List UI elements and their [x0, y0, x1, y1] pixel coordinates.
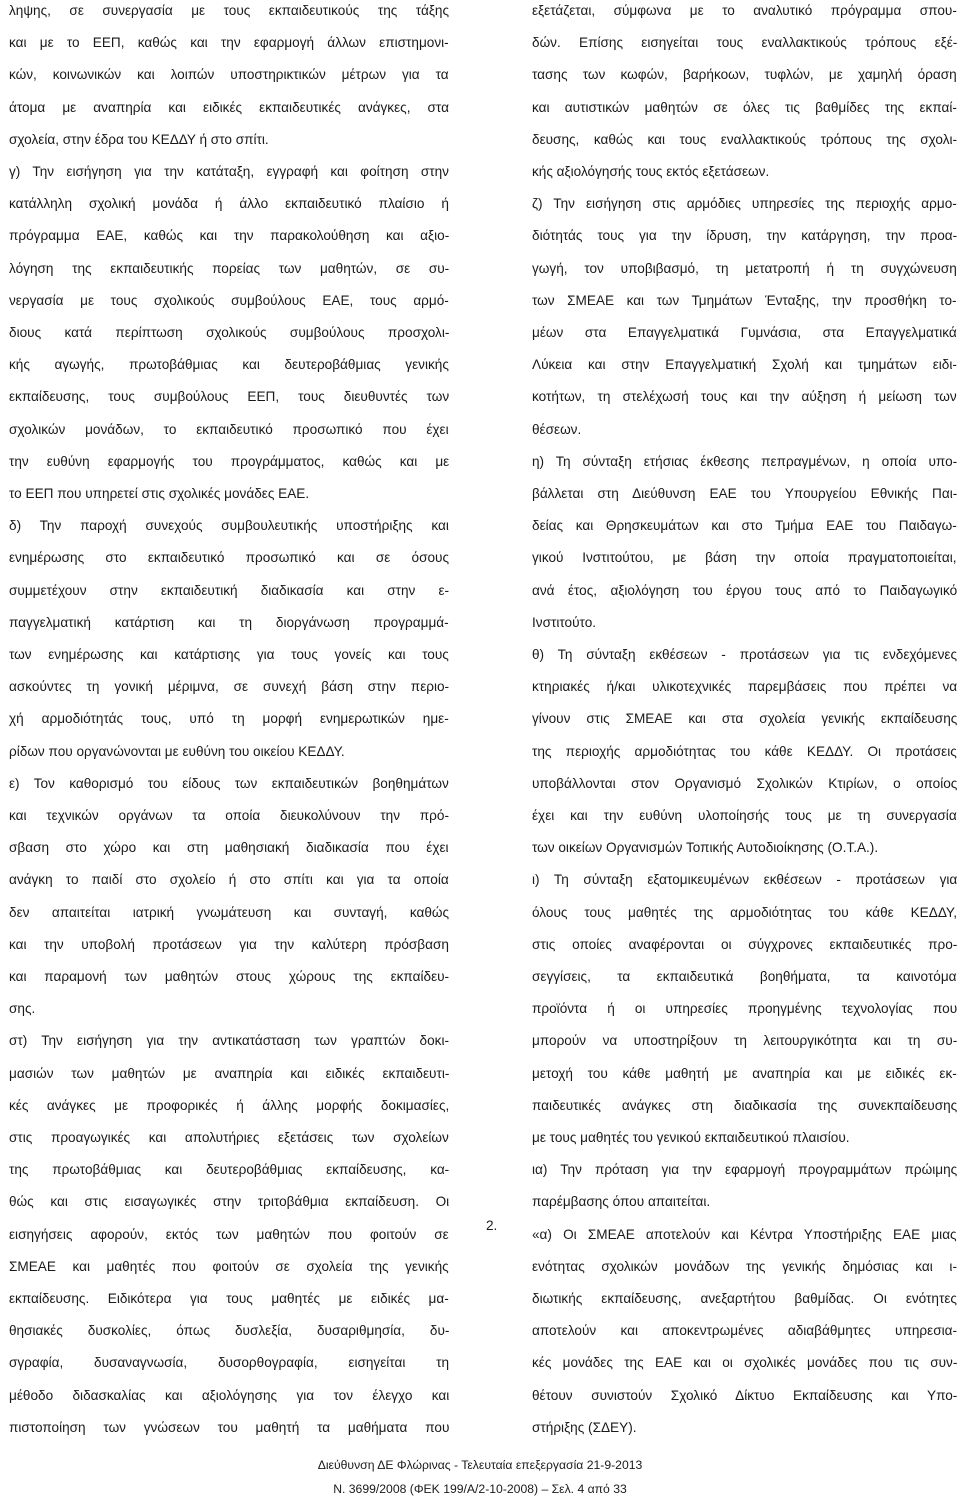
right-column-line: στήριξης (ΣΔΕΥ).	[532, 1419, 637, 1435]
right-column-line: ανά έτος, αξιολόγηση του έργου τους από το Παιδαγωγικό	[532, 582, 958, 598]
right-column-line: κής αξιολόγησής τους εκτός εξετάσεων.	[532, 164, 770, 179]
left-column-line: στις προαγωγικές και απολυτήριες εξετάσεις των σχολείων	[9, 1130, 449, 1145]
footer-line1: Διεύθυνση ΔΕ Φλώρινας - Τελευταία επεξεργασία 21-9-2013	[317, 1458, 643, 1472]
left-column-line: θησιακές δυσκολίες, όπως δυσλεξία, δυσαριθμησία, δυ-	[9, 1323, 450, 1339]
left-column-line: κατάλληλη σχολική μονάδα ή άλλο εκπαιδευτικό πλαίσιο ή	[9, 196, 449, 212]
left-column-line: θώς και στις εισαγωγικές στην τριτοβάθμια εκπαίδευση. Οι	[9, 1194, 450, 1210]
left-column-line: νεργασία με τους σχολικούς συμβούλους ΕΑΕ, τους αρμό-	[9, 292, 449, 308]
left-column-line: και με το ΕΕΠ, καθώς και την εφαρμογή άλλων επιστημονι-	[9, 35, 449, 51]
left-column-line: μασιών των μαθητών με αναπηρία και ειδικές εκπαιδευτι-	[9, 1065, 450, 1081]
footer-line2: Ν. 3699/2008 (ΦΕΚ 199/Α/2-10-2008) – Σελ. 4 από 33	[333, 1482, 627, 1496]
right-column-line: γωγή, τον υποβιβασμό, τη μετατροπή ή τη συγχώνευση	[532, 260, 957, 276]
left-column-line: διους κατά περίπτωση σχολικούς συμβούλους προσχολι-	[9, 325, 450, 340]
left-column-line: συμμετέχουν στην εκπαιδευτική διαδικασία και στην ε-	[9, 582, 450, 598]
right-column-line: Λύκεια και στην Επαγγελματική Σχολή και τμημάτων ειδι-	[532, 357, 957, 373]
left-column-line: λόγηση της εκπαιδευτικής πορείας των μαθητών, σε συ-	[9, 260, 450, 276]
left-column-line: της πρωτοβάθμιας και δευτεροβάθμιας εκπαίδευσης, κα-	[9, 1162, 450, 1178]
left-column-line: σης.	[9, 1001, 36, 1017]
left-column-line: ληψης, σε συνεργασία με τους εκπαιδευτικούς της τάξης	[9, 3, 450, 18]
left-column-line: ρίδων που οργανώνονται με ευθύνη του οικείου ΚΕΔΔΥ.	[9, 743, 345, 759]
left-column-line: την ευθύνη εφαρμογής του προγράμματος, καθώς και με	[9, 453, 450, 469]
left-column-line: και την υποβολή προτάσεων για την καλύτερη πρόσβαση	[9, 936, 449, 952]
left-column-line: δ) Την παροχή συνεχούς συμβουλευτικής υποστήριξης και	[9, 518, 449, 534]
left-column-line: άτομα με αναπηρία και ειδικές εκπαιδευτικές ανάγκες, στα	[9, 99, 449, 115]
right-column-line: δευσης, καθώς και τους εναλλακτικούς τρόπους της σχολι-	[532, 131, 958, 147]
right-column-line: των οικείων Οργανισμών Τοπικής Αυτοδιοίκησης (Ο.Τ.Α.).	[532, 840, 879, 856]
left-column-line: ενημέρωσης στο εκπαιδευτικό προσωπικό και σε όσους	[9, 550, 450, 566]
right-column-line: «α) Οι ΣΜΕΑΕ αποτελούν και Κέντρα Υποστήριξης ΕΑΕ μιας	[532, 1226, 957, 1242]
right-column-line: ζ) Την εισήγηση στις αρμόδιες υπηρεσίες της περιοχής αρμο-	[532, 196, 957, 212]
left-column-line: πιστοποίηση των γνώσεων του μαθητή τα μαθήματα που	[9, 1419, 450, 1435]
left-column-line: εισηγήσεις αφορούν, εκτός των μαθητών που φοιτούν σε	[9, 1226, 449, 1242]
right-column-line: της περιοχής αρμοδιότητας του κάθε ΚΕΔΔΥ. Οι προτάσεις	[532, 743, 957, 759]
right-column-line: δών. Επίσης εισηγείται τους εναλλακτικούς τρόπους εξέ-	[532, 35, 958, 51]
right-column-line: κές μονάδες της ΕΑΕ και οι σχολικές μονάδες που τις συν-	[532, 1355, 958, 1371]
right-column-line: έχει και την ευθύνη υλοποίησής τους με τη συνεργασία	[532, 808, 957, 823]
left-column-line: δεν απαιτείται ιατρική γνωμάτευση και συνταγή, καθώς	[9, 904, 450, 920]
right-column-line: των ΣΜΕΑΕ και των Τμημάτων Ένταξης, την προσθήκη το-	[532, 292, 957, 308]
right-column-line: ι) Τη σύνταξη εξατομικευμένων εκθέσεων - προτάσεων για	[532, 872, 958, 888]
left-column-line: εκπαίδευσης. Ειδικότερα για τους μαθητές με ειδικές μα-	[9, 1291, 449, 1306]
right-column-line: υποβάλλονται στον Οργανισμό Σχολικών Κτιρίων, ο οποίος	[532, 775, 958, 791]
right-column-line: σεγγίσεις, τα εκπαιδευτικά βοηθήματα, τα καινοτόμα	[532, 969, 957, 984]
right-column-line: όλους τους μαθητές της αρμοδιότητας του κάθε ΚΕΔΔΥ,	[532, 904, 957, 920]
left-column-line: στ) Την εισήγηση για την αντικατάσταση των γραπτών δοκι-	[9, 1033, 450, 1049]
left-column-line: ασκούντες τη γονική μέριμνα, σε συνεχή βάση στην περιο-	[9, 679, 450, 695]
right-column-line: μπορούν να υποστηρίξουν τη λειτουργικότητα και τη συ-	[532, 1033, 958, 1049]
right-column-line: προϊόντα ή οι υπηρεσίες προηγμένης τεχνολογίας που	[532, 1001, 958, 1017]
right-column-line: διωτικής εκπαίδευσης, ανεξαρτήτου βαθμίδας. Οι ενότητες	[532, 1291, 957, 1306]
right-column-line: μετοχή του κάθε μαθητή με αναπηρία και με ειδικές εκ-	[532, 1065, 957, 1081]
right-column-line: η) Τη σύνταξη ετήσιας έκθεσης πεπραγμένων, η οποία υπο-	[532, 453, 958, 469]
left-column-line: χή αρμοδιότητάς τους, υπό τη μορφή ενημερωτικών ημε-	[9, 711, 449, 727]
right-column-line: κοτήτων, τη στελέχωσή τους και την αύξηση ή μείωση των	[532, 389, 957, 405]
right-column-line: εξετάζεται, σύμφωνα με το αναλυτικό πρόγραμμα σπου-	[532, 3, 957, 18]
right-column-line: ια) Την πρόταση για την εφαρμογή προγραμμάτων πρώιμης	[532, 1162, 958, 1178]
left-column-line: και τεχνικών οργάνων τα οποία διευκολύνουν την πρό-	[9, 808, 449, 823]
left-column-line: των ενημέρωσης και κατάρτισης για τους γονείς και τους	[9, 647, 449, 662]
right-column-line: Ινστιτούτο.	[532, 614, 597, 630]
left-column-line: ΣΜΕΑΕ και μαθητές που φοιτούν σε σχολεία της γενικής	[9, 1258, 449, 1274]
right-column-line: γικού Ινστιτούτου, με βάση την οποία πραγματοποιείται,	[532, 550, 957, 566]
left-column-line: το ΕΕΠ που υπηρετεί στις σχολικές μονάδες ΕΑΕ.	[9, 486, 310, 501]
left-column-line: και παραμονή των μαθητών στους χώρους της εκπαίδευ-	[9, 969, 450, 984]
right-column-line: κτηριακές ή/και υλικοτεχνικές παρεμβάσεις που πρέπει να	[532, 679, 958, 695]
right-column-line: βάλλεται στη Διεύθυνση ΕΑΕ του Υπουργείου Εθνικής Παι-	[532, 486, 958, 501]
left-column-line: σβαση στο χώρο και στη μαθησιακή διαδικασία που έχει	[9, 840, 449, 856]
left-column-line: κές ανάγκες με προφορικές ή άλλης μορφής δοκιμασίες,	[9, 1097, 450, 1113]
left-column-line: ε) Τον καθορισμό του είδους των εκπαιδευτικών βοηθημάτων	[9, 775, 449, 791]
right-column-line: τασης των κωφών, βαρήκοων, τυφλών, με χαμηλή όραση	[532, 67, 957, 83]
right-column-line: διότητάς τους για την ίδρυση, την κατάργηση, την προα-	[532, 228, 958, 244]
left-column-line: κών, κοινωνικών και λοιπών υποστηρικτικών μέτρων για τα	[9, 67, 449, 83]
right-column-line: στις οποίες αναφέρονται οι σύγχρονες εκπαιδευτικές προ-	[532, 936, 958, 952]
left-column-line: σγραφία, δυσαναγνωσία, δυσορθογραφία, εισηγείται τη	[9, 1355, 450, 1371]
right-column-line: θ) Τη σύνταξη εκθέσεων - προτάσεων για τις ενδεχόμενες	[532, 647, 958, 662]
right-column-line: με τους μαθητές του γενικού εκπαιδευτικού πλαισίου.	[532, 1130, 850, 1145]
left-column-line: μέθοδο διδασκαλίας και αξιολόγησης για τον έλεγχο και	[9, 1387, 450, 1403]
left-column-line: σχολικών μονάδων, το εκπαιδευτικό προσωπικό που έχει	[9, 421, 449, 437]
right-column-line: μέων στα Επαγγελματικά Γυμνάσια, στα Επαγγελματικά	[532, 325, 957, 340]
right-column-line: αποτελούν και αποκεντρωμένες αδιαβάθμητες υπηρεσια-	[532, 1323, 957, 1339]
left-column-line: σχολεία, στην έδρα του ΚΕΔΔΥ ή στο σπίτι.	[9, 131, 269, 147]
left-column-line: πρόγραμμα ΕΑΕ, καθώς και την παρακολούθηση και αξιο-	[9, 228, 450, 244]
left-column-line: εκπαίδευσης, τους συμβούλους ΕΕΠ, τους διευθυντές των	[9, 389, 450, 405]
left-column-line: παγγελματική κατάρτιση και τη διοργάνωση προγραμμά-	[9, 614, 449, 630]
right-column-line: παιδευτικές ανάγκες στη διαδικασία της συνεκπαίδευσης	[532, 1097, 958, 1113]
left-column-line: ανάγκη το παιδί στο σχολείο ή στο σπίτι και για τα οποία	[9, 872, 449, 888]
right-column-line: παρέμβασης όπου απαιτείται.	[532, 1194, 711, 1210]
item-marker: 2.	[486, 1218, 498, 1233]
right-column-line: θέτουν συνιστούν Σχολικό Δίκτυο Εκπαίδευσης και Υπο-	[532, 1387, 958, 1403]
right-column-line: θέσεων.	[532, 421, 582, 437]
right-column-line: και αυτιστικών μαθητών σε όλες τις βαθμίδες της εκπαί-	[532, 99, 957, 115]
right-column-line: ενότητας σχολικών μονάδων της γενικής δημόσιας και ι-	[532, 1258, 957, 1274]
left-column-line: κής αγωγής, πρωτοβάθμιας και δευτεροβάθμιας γενικής	[9, 357, 449, 373]
right-column-line: δείας και Θρησκευμάτων και στο Τμήμα ΕΑΕ του Παιδαγω-	[532, 518, 957, 534]
left-column-line: γ) Την εισήγηση για την κατάταξη, εγγραφή και φοίτηση στην	[9, 164, 449, 179]
right-column-line: γίνουν στις ΣΜΕΑΕ και στα σχολεία γενικής εκπαίδευσης	[532, 711, 958, 727]
